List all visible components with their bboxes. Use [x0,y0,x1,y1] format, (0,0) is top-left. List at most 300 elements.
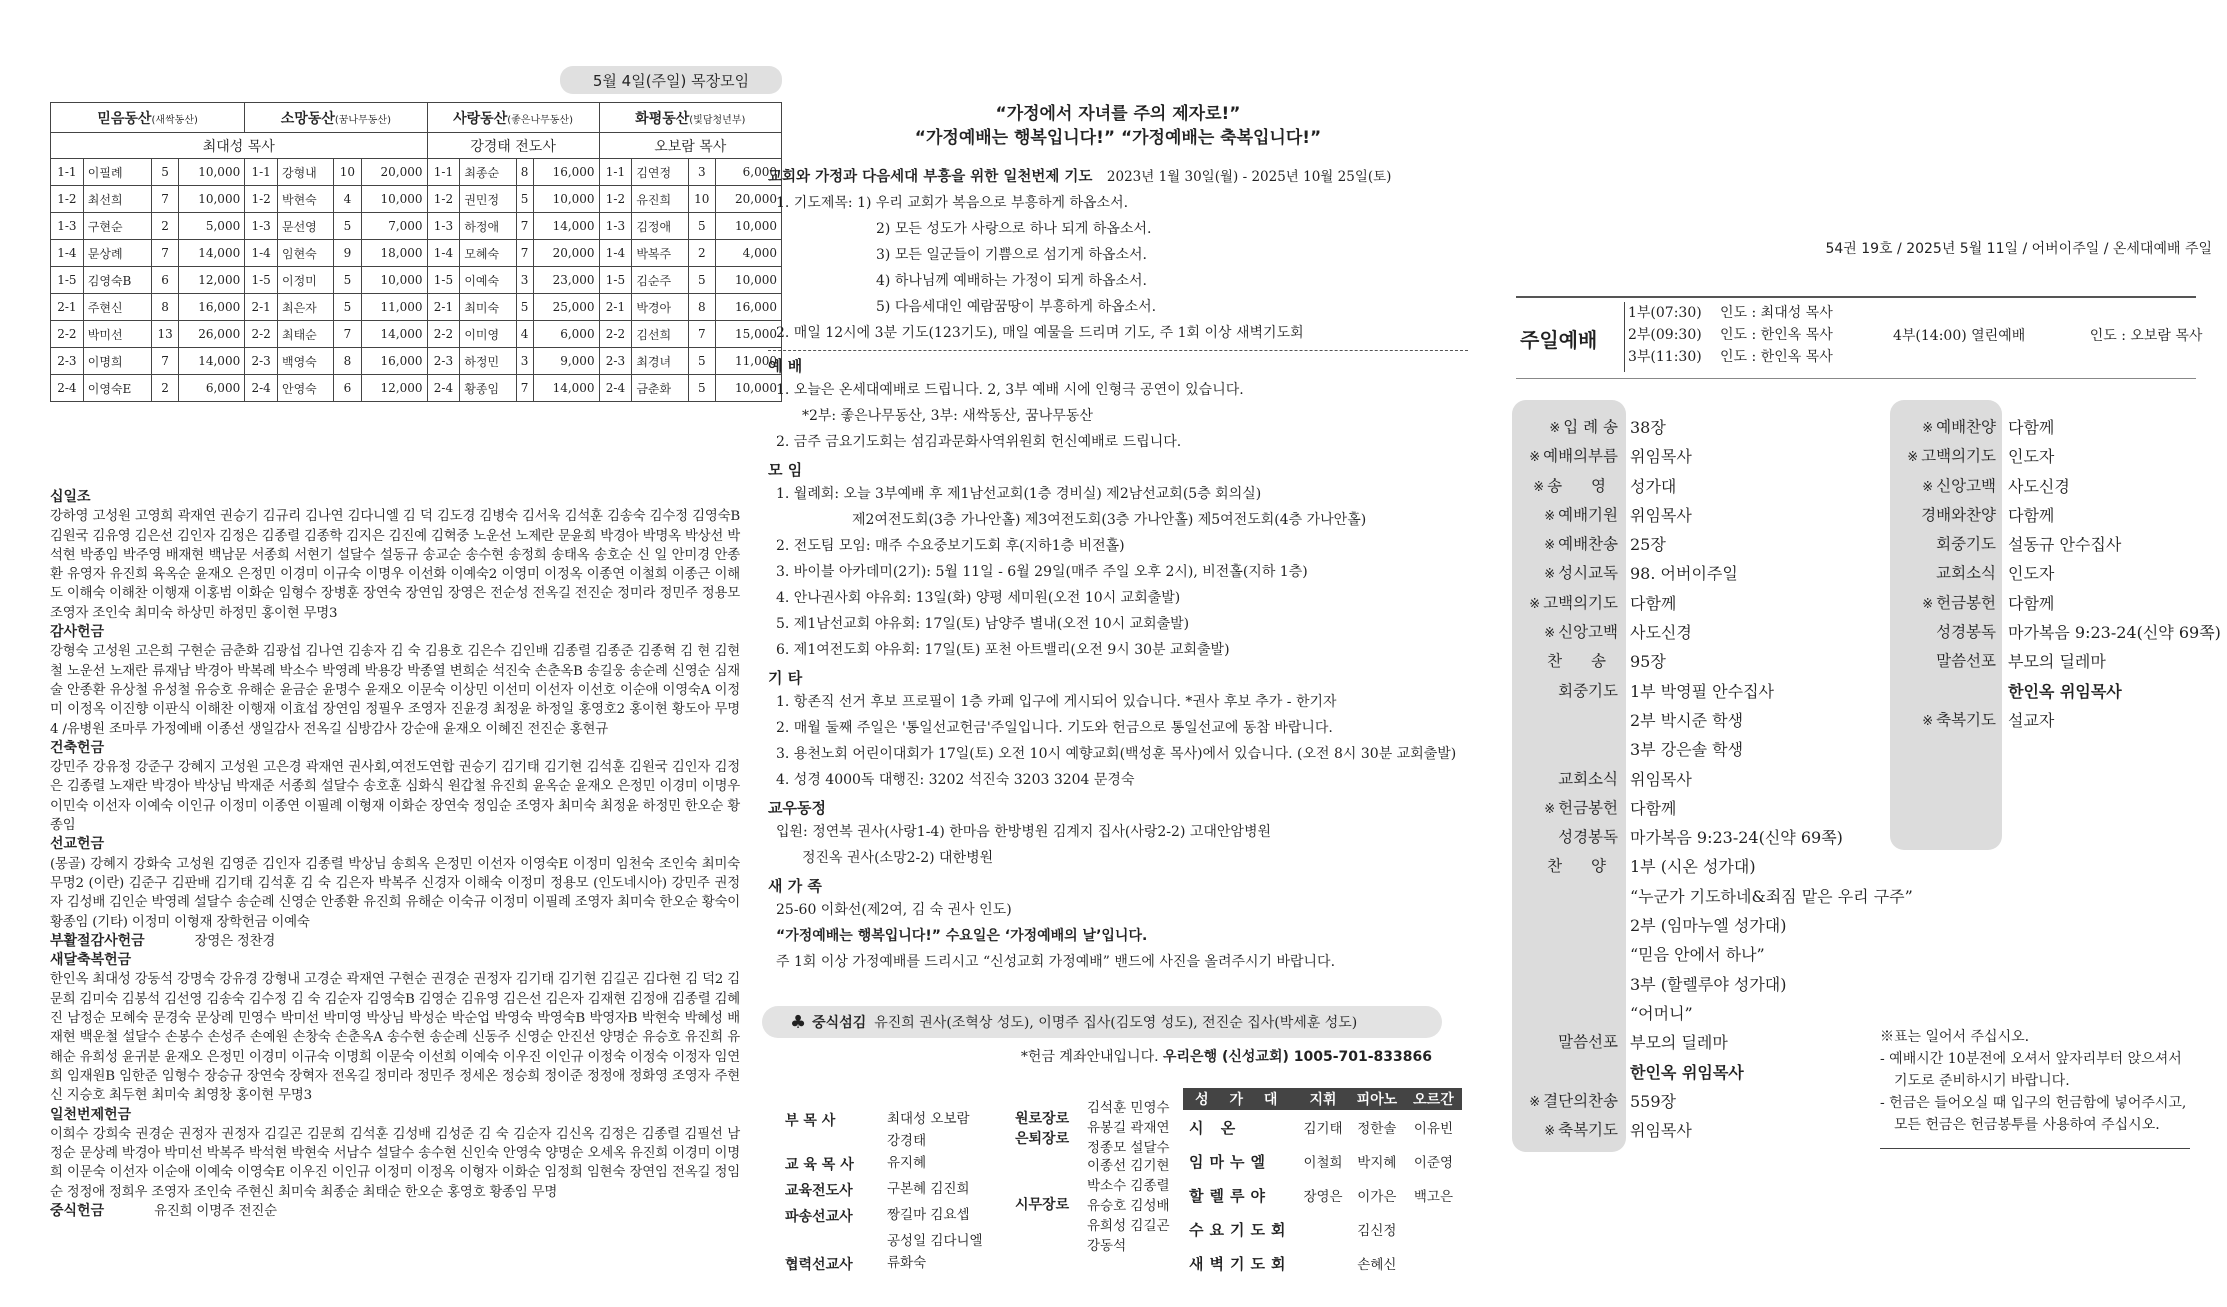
prayer-line: 3) 모든 일군들이 기쁨으로 섬기게 하옵소서. [876,247,1147,263]
cell-amount: 20,000 [715,186,781,213]
prayer-line: 1. 기도제목: 1) 우리 교회가 복음으로 부흥하게 하옵소서. [776,195,1129,211]
staff-names: 유지혜 [887,1155,927,1171]
offering-heading: 감사헌금 [50,624,105,641]
staff-entry [785,1204,1005,1230]
section-heading: 새 가 족 [768,877,822,895]
order-label [1512,472,1624,501]
order-item [1512,735,1913,764]
cell-leader-name: 김영숙B [83,267,151,294]
cell-amount: 16,000 [533,159,599,186]
cell-id: 2-1 [599,294,632,321]
choir-member: 김기태 [1303,1121,1343,1137]
cell-id: 1-3 [51,213,84,240]
cell-count: 6 [334,375,361,402]
offering-heading: 십일조 [50,489,91,505]
bottom-rule [1516,378,2196,379]
order-label-text: 송 영 [1547,476,1618,495]
order-label-text: 찬 송 [1547,652,1618,671]
cell-amount: 6,000 [533,321,599,348]
section-body [768,819,1468,871]
service-leader: 인도 : 한인옥 목사 [1720,349,1833,365]
cell-count: 7 [516,375,533,402]
cell-group-leader: 강경태 전도사 [427,133,599,159]
table-row [1183,1212,1462,1246]
order-label [1512,589,1624,618]
cell-count: 4 [516,321,533,348]
standing-mark: ※ [1529,1094,1541,1110]
cell-leader-name: 이예숙 [460,267,516,294]
news-line: 1. 월례회: 오늘 3부예배 후 제1남선교회(1층 경비실) 제2남선교회(5층 회의실) [776,486,1262,502]
order-item [1512,852,1913,881]
cell-amount: 14,000 [361,321,427,348]
news-line: 입원: 정연복 권사(사랑1-4) 한마음 한방병원 김계지 집사(사랑2-2) 고대안암병원 [776,824,1271,840]
cell-id: 1-3 [599,213,632,240]
order-label [1512,1087,1624,1116]
order-label-text: 찬 양 [1547,857,1618,876]
cell-group-subname: (빛담청년부) [689,114,746,126]
offering-block [50,488,740,623]
choir-name: 할렐루야 [1189,1186,1271,1205]
staff-role [785,1230,887,1252]
cell-count: 5 [516,294,533,321]
order-item [1890,442,2221,471]
vertical-divider [1624,302,1625,372]
order-label [1890,413,2002,442]
choir-header: 성 가 대 [1183,1088,1297,1110]
cell-amount: 12,000 [179,267,245,294]
choir-header-row [1183,1088,1462,1110]
club-icon: ♣ [790,1011,807,1033]
notice-box [1880,1026,2210,1136]
staff-names: 짱길마 김요셉 [887,1207,970,1223]
order-item [1512,501,1913,530]
order-label-text: 예배기원 [1558,505,1618,524]
order-item [1512,1058,1913,1087]
order-label [1890,530,2002,559]
standing-mark: ※ [1544,626,1556,642]
standing-mark: ※ [1922,596,1934,612]
offering-heading: 일천번제헌금 [50,1106,132,1123]
order-value: 설동규 안수집사 [2008,535,2122,555]
cell-leader-name: 강형내 [277,159,333,186]
order-item [1512,472,1913,501]
news-column [768,102,1468,975]
motto-line-1: “가정에서 자녀를 주의 제자로!” [995,104,1241,124]
cell-id: 1-4 [599,240,632,267]
order-label-text: 예배찬송 [1558,535,1618,554]
lunch-label: 중식섬김 [812,1015,867,1031]
order-label-text: 헌금봉헌 [1558,798,1618,817]
cell-count: 3 [688,159,715,186]
news-line: 1. 항존직 선거 후보 프로필이 1층 카페 입구에 게시되어 있습니다. *권사 후보 추가 - 한기자 [776,694,1337,710]
offering-names: 강하영 고성원 고영희 곽재연 권승기 김규리 김나연 김다니엘 김 덕 김도경 김병숙 김서욱 김석훈 김송숙 김수정 김영숙B 김원국 김유영 김은선 김인자 김정은 김종렬 김종학 김지은 김진예 김혁중 노운선 노제란 문윤희 박경아 박명옥 박상선 박석현 박종임 박주영 배재현 백남문 서종희 서현기 설달수 설동규 송교순 송수현 송정희 송태옥 송호순 신 일 안미경 안종환 유영자 유진희 육옥순 윤재오 은정민 이경미 이규숙 이명우 이선화 이예숙2 이영미 이정옥 이종연 이철희 이종근 이해도 이해숙 이해찬 이행재 이홍범 이화순 임형수 장병훈 장연숙 장연임 장영은 전순성 전옥길 전진순 정미라 정민주 정용모 조영자 조인숙 최미숙 하상민 하정민 홍이현 무명3 [50,509,740,621]
prayer-line: 4) 하나님께 예배하는 가정이 되게 하옵소서. [876,273,1147,289]
notice-line: ※표는 일어서 주십시오. [1880,1029,2030,1045]
staff-entry [785,1108,1005,1152]
staff-names: 류화숙 [887,1255,927,1271]
cell-leader-name: 하정애 [460,213,516,240]
cell-leader-name: 박경아 [632,294,688,321]
standing-mark: ※ [1544,801,1556,817]
cell-amount: 4,000 [715,240,781,267]
cell-id: 1-3 [427,213,460,240]
news-line: 주 1회 이상 가정예배를 드리시고 “신성교회 가정예배” 밴드에 사진을 올려주시기 바랍니다. [776,954,1336,970]
deacons-names: 이종선 김기현 박소수 김종렬 유승호 김성배 유희성 김길곤 강동석 [1087,1158,1170,1254]
cell-amount: 25,000 [533,294,599,321]
cell-leader-name: 박미선 [83,321,151,348]
choir-table [1183,1088,1462,1280]
choir-header: 지휘 [1297,1088,1348,1110]
offering-names: 강형숙 고성원 고은희 구현순 금춘화 김광섭 김나연 김송자 김 숙 김용호 김은수 김인배 김종렬 김종준 김종혁 김 현 김현철 노운선 노재란 류재남 박경아 박복례 박소수 박영례 박용강 박종열 변희순 석진숙 손춘옥B 송길웅 송순례 신영순 심재술 안종환 유상철 유성철 유승호 유해순 윤금순 윤명수 윤재오 이문숙 이상민 이선미 이선자 이선호 이순애 이영숙A 이정미 이정옥 이진향 이판식 이해찬 이행재 이효섭 장연임 정필우 조영자 진윤경 최정윤 하정일 홍영호2 홍이현 황도아 무명4 /유병원 조마루 가정예배 이종선 생일감사 전옥길 심방감사 강순애 윤재오 이혜진 전진순 홍현규 [50,644,740,737]
cell-group-subname: (새싹동산) [151,114,198,126]
order-item [1512,1116,1913,1145]
cell-leader-name: 문상례 [83,240,151,267]
standing-mark: ※ [1922,479,1934,495]
offering-block [50,932,740,951]
order-item [1512,530,1913,559]
order-value: 설교자 [2008,710,2055,730]
cell-group-leader-row [51,133,782,159]
choir-member [1405,1246,1462,1280]
staff-entry [785,1152,1005,1178]
offering-list [50,488,740,1221]
cell-count: 2 [688,240,715,267]
notice-rule [1880,1148,2190,1149]
schedule-row [1628,324,1920,346]
worship-title: 주일예배 [1520,328,1598,352]
section-body [768,689,1468,793]
order-label-text: 고백의기도 [1921,447,1996,466]
order-label [1512,999,1624,1028]
order-item [1512,442,1913,471]
offering-names: 이희수 강희숙 권경순 권정자 권정자 김길곤 김문희 김석훈 김성배 김성준 김 숙 김순자 김신옥 김정은 김종렬 김필선 남정순 문상례 박경아 박미선 박복주 박석현 박현숙 서남수 설달수 송수현 신인숙 안영숙 양명순 오세옥 유진희 이경미 이명희 이문숙 이선자 이순애 이예숙 이영숙E 이우진 이인규 이정미 이정옥 이형자 이화순 임정희 임현숙 장연임 전옥길 정임순 정정애 정희우 조영자 조인숙 주현신 최미숙 최종순 최태순 한오순 홍영호 황종임 무명 [50,1126,740,1200]
order-item [1890,647,2221,676]
order-item [1512,999,1913,1028]
cell-id: 2-3 [51,348,84,375]
table-row [51,267,782,294]
standing-mark: ※ [1922,421,1934,436]
cell-leader-name: 최미숙 [460,294,516,321]
cell-amount: 10,000 [179,159,245,186]
news-line: “가정예배는 행복입니다!” 수요일은 ‘가정예배의 날’입니다. [776,928,1148,944]
service-leader: 인도 : 최대성 목사 [1720,305,1833,321]
service-leader: 인도 : 한인옥 목사 [1720,327,1833,343]
cell-leader-name: 안영숙 [277,375,333,402]
cell-amount: 5,000 [179,213,245,240]
cell-id: 1-2 [51,186,84,213]
cell-id: 2-2 [599,321,632,348]
cell-amount: 15,000 [715,321,781,348]
order-value: 1부 (시온 성가대) [1630,857,1756,877]
cell-group-name: 사랑동산(좋은나무동산) [427,103,599,133]
order-value: 2부 (임마누엘 성가대) [1630,916,1787,936]
fourth-service-leader: 인도 : 오보람 목사 [2089,328,2203,344]
order-item [1890,706,2221,735]
order-label-text: 결단의찬송 [1543,1091,1618,1110]
cell-id: 1-4 [427,240,460,267]
standing-mark: ※ [1922,713,1934,729]
order-label-text: 회중기도 [1558,681,1618,700]
section-heading: 예 배 [768,357,803,375]
standing-mark: ※ [1533,479,1545,495]
order-label [1512,823,1624,852]
staff-role: 교 육 목 사 [785,1157,854,1173]
order-label [1890,442,2002,471]
cell-group-name: 믿음동산(새싹동산) [51,103,245,133]
cell-id: 2-1 [245,294,278,321]
cell-leader-name: 주현신 [83,294,151,321]
order-value: 부모의 딜레마 [1630,1033,1728,1053]
order-item [1512,794,1913,823]
offering-block [50,739,740,835]
account-info [1002,1046,1432,1066]
staff-entry [785,1230,1005,1252]
cell-id: 2-4 [245,375,278,402]
news-line: 4. 안나권사회 야유회: 13일(화) 양평 세미원(오전 10시 교회출발) [776,590,1181,606]
top-rule [1516,296,2196,298]
cell-leader-name: 최선희 [83,186,151,213]
order-label [1512,940,1624,969]
order-label [1512,442,1624,471]
schedule-row [1628,302,1920,324]
order-value: 사도신경 [2008,476,2070,496]
cell-count: 5 [516,186,533,213]
choir-member: 박지혜 [1357,1155,1397,1171]
order-label [1512,1028,1624,1057]
news-sections [768,355,1468,975]
choir-member: 김신정 [1357,1223,1397,1239]
choir-member: 이유빈 [1413,1121,1453,1137]
cell-amount: 10,000 [179,186,245,213]
news-line: 2. 매월 둘째 주일은 '통일선교헌금'주일입니다. 기도와 헌금으로 통일선교에 동참 바랍니다. [776,720,1333,736]
cell-amount: 11,000 [715,348,781,375]
offering-names: 유진희 이명주 전진순 [154,1203,277,1219]
cell-id: 1-5 [599,267,632,294]
cell-leader-name: 김연정 [632,159,688,186]
news-line: 제2여전도회(3층 가나안홀) 제3여전도회(3층 가나안홀) 제5여전도회(4층 가나안홀) [852,512,1367,528]
news-line: 정진옥 권사(소망2-2) 대한병원 [802,850,994,866]
prayer-section [768,164,1468,346]
section-heading: 기 타 [768,669,803,687]
cell-group-header-row [51,103,782,133]
cell-leader-name: 박현숙 [277,186,333,213]
order-label [1512,852,1624,881]
order-item [1512,559,1913,588]
choir-name: 새벽기도회 [1189,1254,1292,1273]
order-item [1890,559,2221,588]
cell-leader-name: 박복주 [632,240,688,267]
account-prefix: *헌금 계좌안내입니다. [1020,1049,1159,1065]
order-label [1890,559,2002,588]
order-label [1890,472,2002,501]
order-item [1512,940,1913,969]
order-value: 위임목사 [1630,1121,1692,1141]
cell-count: 8 [516,159,533,186]
order-label-text: 성경봉독 [1936,623,1996,642]
order-of-worship-main [1512,413,1913,1145]
offering-block [50,835,740,931]
order-label-text: 교회소식 [1936,564,1996,583]
cell-leader-name: 문선영 [277,213,333,240]
choir-member [1297,1246,1348,1280]
cell-leader-name: 최은자 [277,294,333,321]
cell-count: 5 [688,267,715,294]
cell-id: 1-5 [51,267,84,294]
order-label-text: 성시교독 [1558,564,1618,583]
order-value: 부모의 딜레마 [2008,652,2106,672]
order-label [1512,530,1624,559]
cell-count: 5 [688,348,715,375]
order-label [1512,765,1624,794]
cell-leader-name: 김순주 [632,267,688,294]
order-value: 한인옥 위임목사 [2008,681,2122,701]
order-item [1890,530,2221,559]
cell-count: 5 [688,213,715,240]
cell-count: 5 [334,267,361,294]
cell-count: 5 [688,375,715,402]
cell-group-leader: 오보람 목사 [599,133,781,159]
order-label [1512,1116,1624,1145]
order-item [1512,970,1913,999]
order-label-text: 성경봉독 [1558,828,1618,847]
section-heading: 교우동정 [768,799,826,817]
news-line: 4. 성경 4000독 대행진: 3202 석진숙 3203 3204 문경숙 [776,772,1135,788]
cell-leader-name: 김정애 [632,213,688,240]
cell-count: 8 [688,294,715,321]
order-item [1512,911,1913,940]
order-label-text: 예배찬양 [1936,418,1996,436]
order-label [1512,882,1624,911]
order-label [1512,618,1624,647]
dashed-divider [768,350,1468,351]
order-label-text: 고백의기도 [1543,593,1618,612]
table-row [51,186,782,213]
account-bank: 우리은행 (신성교회) 1005-701-833866 [1163,1049,1432,1065]
table-row [1183,1110,1462,1144]
cell-id: 1-5 [427,267,460,294]
cell-amount: 26,000 [179,321,245,348]
cell-id: 2-3 [599,348,632,375]
order-item [1512,1087,1913,1116]
order-value: 559장 [1630,1091,1676,1111]
elders-block [1015,1108,1069,1148]
order-label [1890,677,2002,706]
offering-heading: 중식헌금 [50,1202,105,1219]
cell-id: 2-4 [599,375,632,402]
cell-amount: 14,000 [533,375,599,402]
cell-amount: 14,000 [533,213,599,240]
news-line: 6. 제1여전도회 야유회: 17일(토) 포천 아트밸리(오전 9시 30분 교회출발) [776,642,1230,658]
table-row [51,348,782,375]
news-line: 25-60 이화선(제2여, 김 숙 권사 인도) [776,902,1012,918]
staff-role: 부 목 사 [785,1113,836,1129]
fourth-service [1893,325,2202,345]
cell-count: 7 [516,213,533,240]
cell-leader-name: 임현숙 [277,240,333,267]
standing-mark: ※ [1544,508,1556,524]
staff-role: 협력선교사 [785,1257,853,1273]
standing-mark: ※ [1544,567,1556,583]
choir-member: 손혜신 [1357,1257,1397,1273]
order-item [1512,823,1913,852]
order-label-text: 경배와찬양 [1921,505,1996,524]
order-label-text: 신앙고백 [1936,476,1996,495]
order-item [1512,647,1913,676]
cell-amount: 10,000 [715,213,781,240]
table-row [51,213,782,240]
order-label [1512,735,1624,764]
order-label [1890,501,2002,530]
order-label [1512,677,1624,706]
cell-count: 4 [334,186,361,213]
cell-leader-name: 최태순 [277,321,333,348]
cell-amount: 18,000 [361,240,427,267]
order-item [1890,677,2221,706]
cell-amount: 10,000 [715,375,781,402]
order-item [1890,618,2221,647]
order-item [1512,589,1913,618]
order-item [1890,413,2221,442]
lunch-text: 유진희 권사(조혁상 성도), 이명주 집사(김도영 성도), 전진순 집사(박세훈 성도) [874,1015,1358,1031]
prayer-line: 2) 모든 성도가 사랑으로 하나 되게 하옵소서. [876,221,1152,237]
cell-id: 1-4 [51,240,84,267]
elders-label: 원로장로 [1015,1111,1070,1127]
table-row [51,159,782,186]
cell-leader-name: 금춘화 [632,375,688,402]
cell-count: 7 [151,186,178,213]
order-item [1512,618,1913,647]
standing-mark: ※ [1544,538,1556,554]
prayer-line: 5) 다음세대인 예람꿈땅이 부흥하게 하옵소서. [876,299,1157,315]
elders-names: 김석훈 민영수 유봉길 곽재연 정종모 설달수 [1087,1100,1170,1156]
cell-amount: 7,000 [361,213,427,240]
motto-line-2: “가정예배는 행복입니다!” “가정예배는 축복입니다!” [914,128,1322,148]
offering-heading: 새달축복헌금 [50,952,132,969]
order-item [1890,501,2221,530]
choir-name: 임마누엘 [1189,1152,1271,1171]
notice-line: - 예배시간 10분전에 오셔서 앞자리부터 앉으셔서 [1880,1051,2182,1067]
lunch-service-bar [762,1006,1442,1038]
date-badge: 5월 4일(주일) 목장모임 [560,66,782,94]
cell-group-subname: (꿈나무동산) [334,114,391,126]
cell-id: 1-2 [599,186,632,213]
cell-count: 7 [151,240,178,267]
cell-amount: 20,000 [533,240,599,267]
choir-member [1405,1212,1462,1246]
order-value: 사도신경 [1630,623,1692,643]
cell-count: 7 [334,321,361,348]
order-item [1512,882,1913,911]
order-label [1512,911,1624,940]
order-item [1512,706,1913,735]
cell-count: 10 [334,159,361,186]
cell-amount: 16,000 [361,348,427,375]
standing-mark: ※ [1549,421,1561,436]
order-value: 다함께 [1630,593,1677,613]
cell-id: 1-2 [245,186,278,213]
cell-id: 2-4 [427,375,460,402]
cell-amount: 10,000 [533,186,599,213]
order-label [1890,647,2002,676]
order-item [1890,589,2221,618]
order-label [1890,706,2002,735]
cell-amount: 10,000 [361,186,427,213]
order-value: 3부 (할렐루야 성가대) [1630,974,1787,994]
cell-amount: 10,000 [715,267,781,294]
cell-leader-name: 하정민 [460,348,516,375]
order-label [1512,794,1624,823]
cell-amount: 10,000 [361,267,427,294]
